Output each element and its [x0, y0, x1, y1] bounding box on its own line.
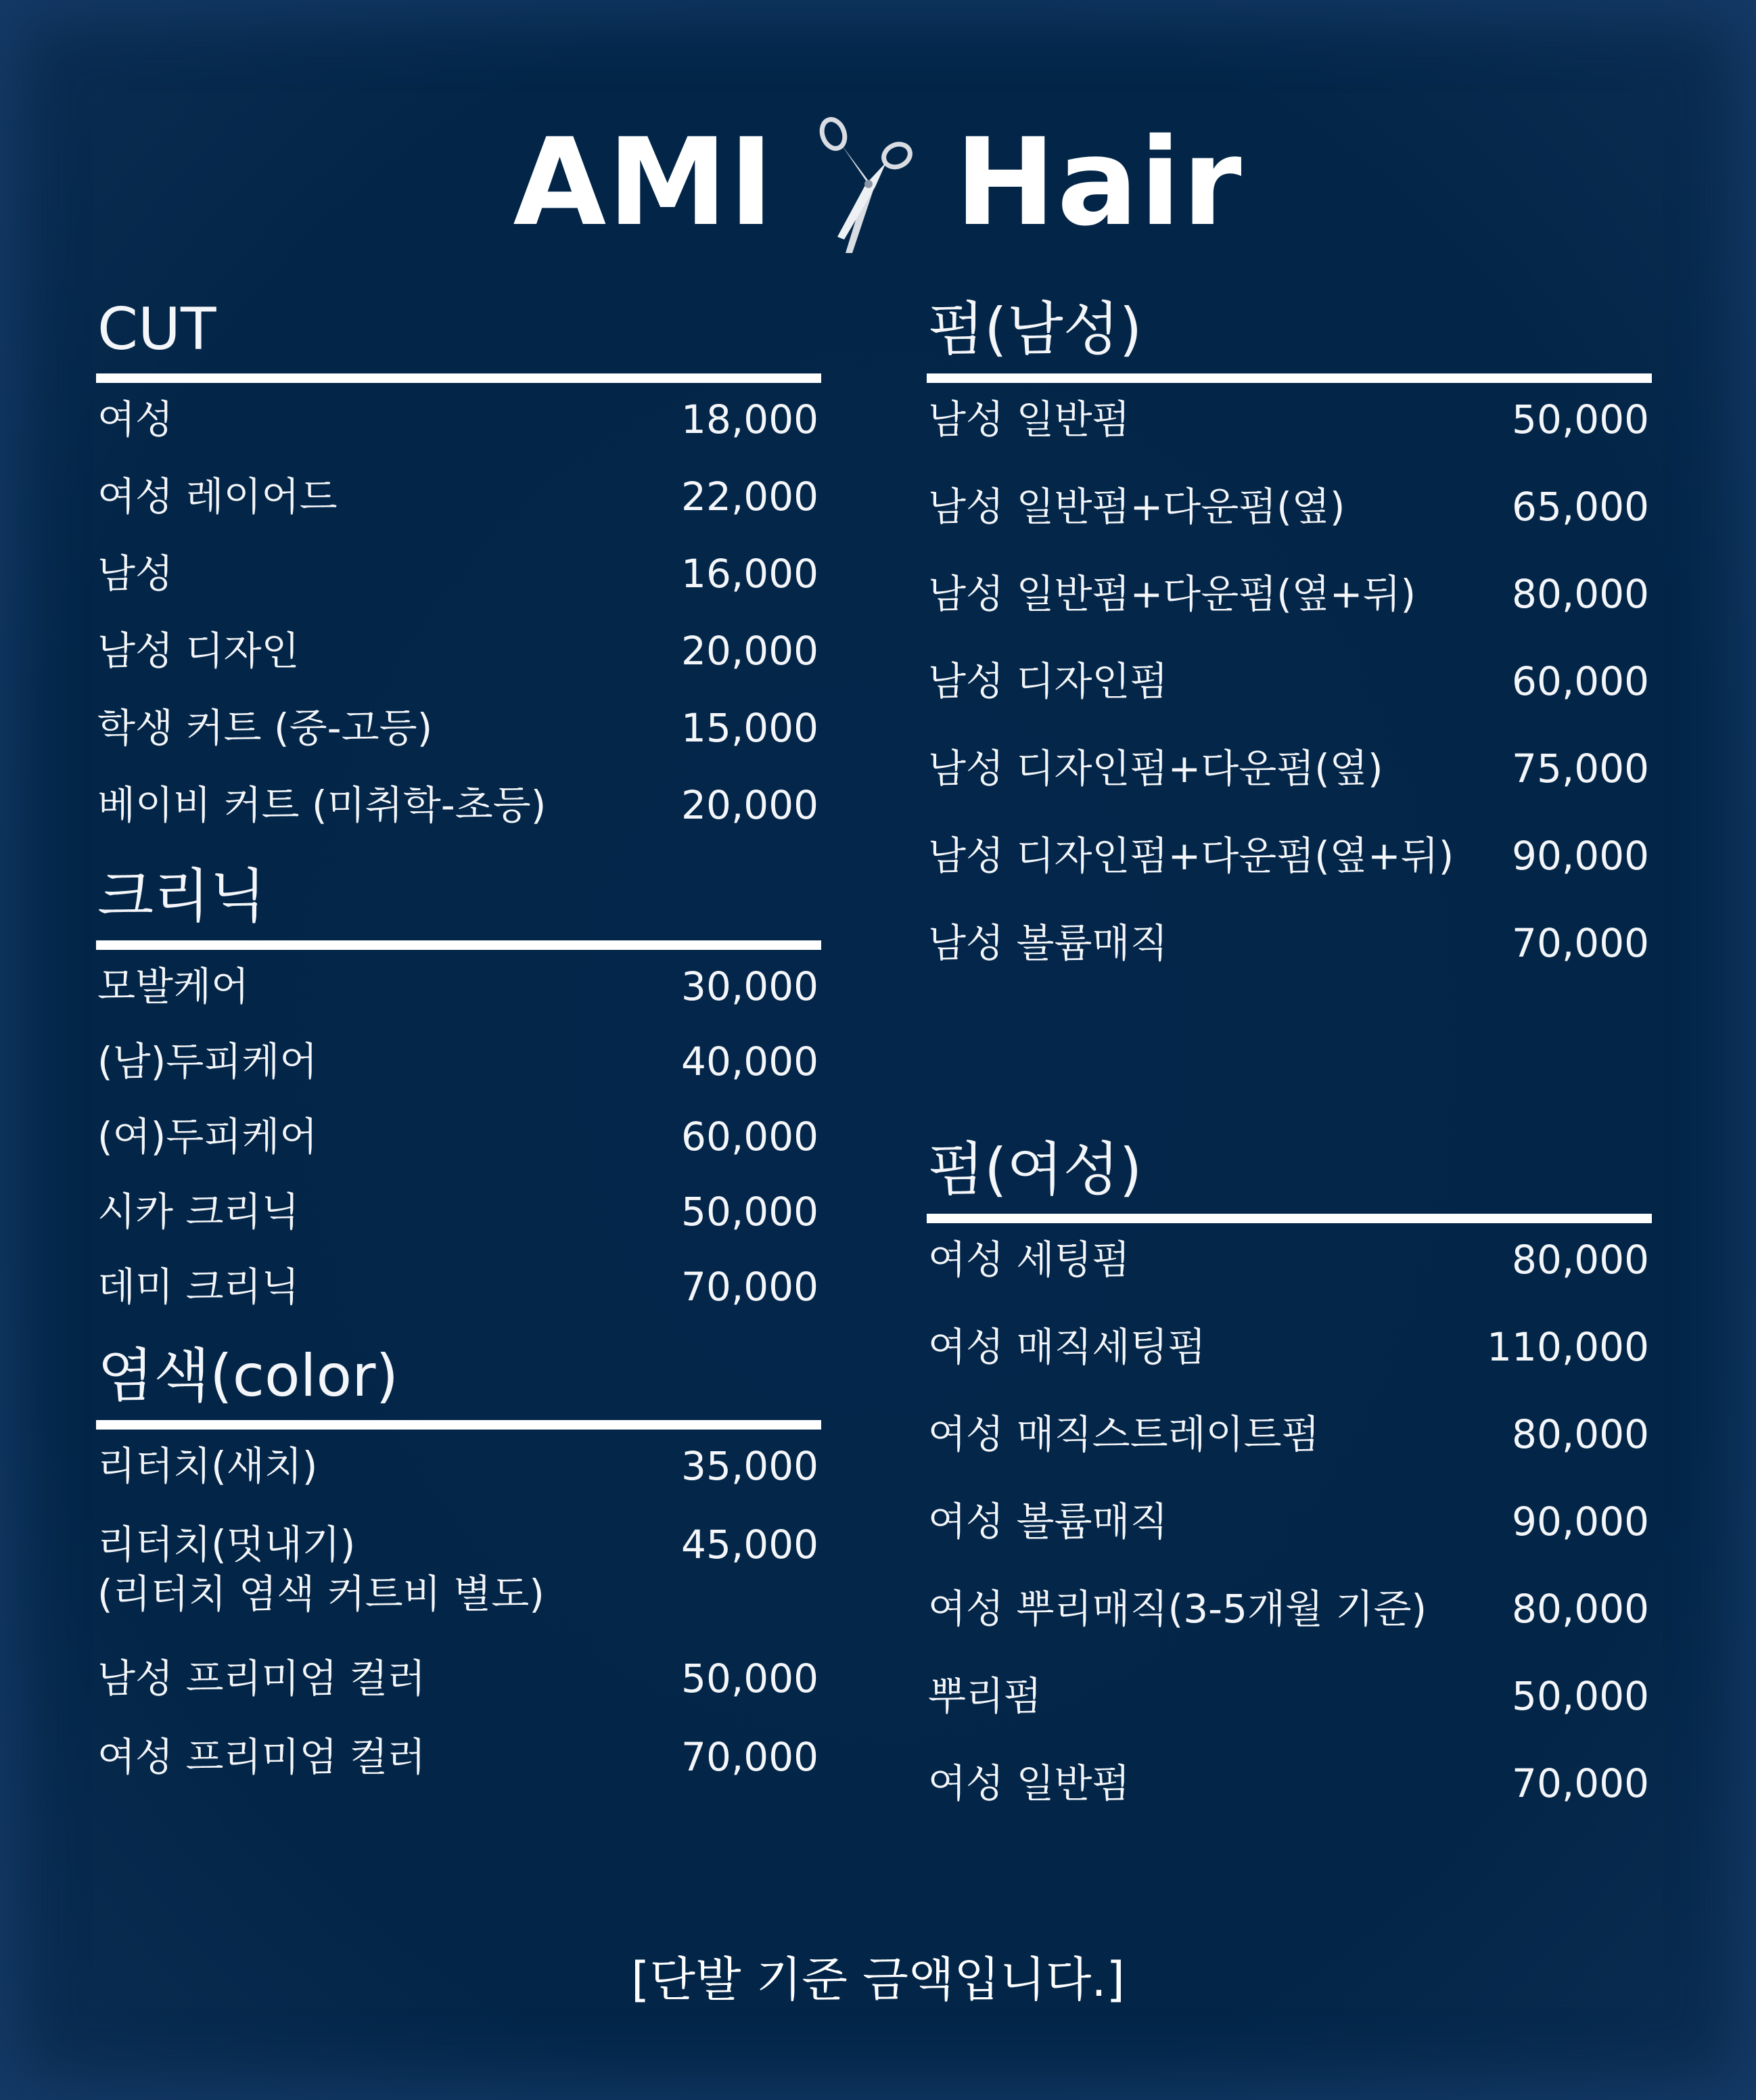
item-name: (남)두피케어: [97, 1038, 318, 1085]
divider: [96, 373, 821, 383]
item-name: 남성 디자인펌: [928, 658, 1168, 704]
section-cut: [96, 291, 821, 858]
item-name: 여성 매직세팅펌: [928, 1324, 1206, 1370]
item-name: 리터치(새치): [97, 1443, 318, 1489]
item-name: 여성 볼륨매직: [928, 1499, 1168, 1545]
section-title-color: 염색(color): [97, 1342, 399, 1410]
menu-item: [927, 1323, 1652, 1410]
divider: [927, 373, 1652, 383]
menu-item: [927, 395, 1652, 482]
item-price: 15,000: [681, 705, 818, 751]
item-price: 60,000: [681, 1114, 818, 1160]
item-name: (여)두피케어: [97, 1114, 318, 1160]
menu-item: [96, 549, 821, 626]
item-price: 70,000: [681, 1734, 818, 1780]
menu-item: [96, 1037, 821, 1112]
menu-item: [96, 395, 821, 472]
item-name: 모발케어: [97, 963, 250, 1009]
section-title-perm-male: 펌(남성): [928, 296, 1142, 363]
item-name: 남성 디자인펌+다운펌(옆+뒤): [928, 833, 1454, 879]
menu-item: [927, 1235, 1652, 1323]
item-price: 80,000: [1512, 1237, 1649, 1283]
menu-item: [927, 1759, 1652, 1846]
item-price: 20,000: [681, 628, 818, 674]
item-name: 여성 세팅펌: [928, 1237, 1130, 1283]
item-price: 45,000: [681, 1522, 818, 1568]
menu-item: [927, 744, 1652, 831]
section-clinic: [96, 858, 821, 1338]
item-name: 남성 일반펌: [928, 396, 1130, 442]
item-name: 여성 일반펌: [928, 1760, 1130, 1806]
menu-item: [96, 1112, 821, 1187]
menu-item: [927, 831, 1652, 919]
item-price: 70,000: [1512, 1760, 1649, 1806]
section-title-cut: CUT: [97, 296, 216, 363]
menu-item: [927, 482, 1652, 570]
item-price: 75,000: [1512, 746, 1649, 792]
menu-item: [927, 919, 1652, 1006]
menu-item: [96, 1262, 821, 1338]
item-name: 뿌리펌: [928, 1673, 1042, 1719]
item-name: 남성 볼륨매직: [928, 920, 1168, 966]
item-price: 60,000: [1512, 658, 1649, 704]
item-name: 여성: [97, 396, 174, 442]
item-price: 35,000: [681, 1443, 818, 1489]
item-name: 여성 뿌리매직(3-5개월 기준): [928, 1586, 1427, 1632]
menu-item: [96, 1520, 821, 1654]
item-name: 남성 디자인: [97, 628, 300, 674]
menu-item: [96, 704, 821, 781]
item-price: 22,000: [681, 474, 818, 520]
menu-item: [96, 1442, 821, 1520]
item-name: 남성 일반펌+다운펌(옆+뒤): [928, 571, 1416, 617]
item-name: 남성 디자인펌+다운펌(옆): [928, 746, 1383, 792]
item-price: 80,000: [1512, 1411, 1649, 1457]
menu-item: [96, 962, 821, 1037]
menu-item: [927, 570, 1652, 657]
divider: [96, 1420, 821, 1430]
menu-item: [96, 1733, 821, 1811]
menu-item: [96, 626, 821, 704]
item-price: 90,000: [1512, 833, 1649, 879]
item-name: 학생 커트 (중-고등): [97, 705, 433, 751]
menu-item: [927, 1672, 1652, 1759]
item-price: 18,000: [681, 396, 818, 442]
item-price: 50,000: [1512, 1673, 1649, 1719]
item-name: 리터치(멋내기): [97, 1522, 356, 1568]
logo-word-right: Hair: [954, 112, 1243, 252]
menu-item: [96, 1654, 821, 1733]
item-name: 베이비 커트 (미취학-초등): [97, 782, 547, 828]
logo-word-left: AMI: [513, 112, 775, 252]
item-price: 70,000: [1512, 920, 1649, 966]
item-name: 남성: [97, 551, 174, 597]
item-price: 90,000: [1512, 1499, 1649, 1545]
item-name: 여성 레이어드: [97, 474, 338, 520]
section-perm-female: [927, 1131, 1652, 1846]
item-price: 16,000: [681, 551, 818, 597]
item-price: 50,000: [681, 1189, 818, 1235]
section-title-clinic: 크리닉: [97, 863, 267, 930]
item-name: 시카 크리닉: [97, 1189, 300, 1235]
section-color: [96, 1338, 821, 1811]
menu-item: [96, 472, 821, 549]
item-name: 남성 프리미엄 컬러: [97, 1656, 426, 1702]
item-name: 여성 매직스트레이트펌: [928, 1411, 1320, 1457]
footer-note: [단발 기준 금액입니다.]: [631, 1952, 1125, 2007]
divider: [927, 1214, 1652, 1223]
right-column: [927, 291, 1652, 1846]
section-title-perm-female: 펌(여성): [928, 1136, 1142, 1204]
item-price: 30,000: [681, 963, 818, 1009]
item-price: 20,000: [681, 782, 818, 828]
logo: [0, 101, 1756, 264]
item-price: 70,000: [681, 1264, 818, 1310]
menu-item: [927, 1410, 1652, 1497]
scissors-icon: [809, 108, 931, 257]
left-column: [96, 291, 821, 1811]
menu-item: [927, 1497, 1652, 1584]
item-name-group: [97, 1520, 545, 1618]
item-price: 80,000: [1512, 1586, 1649, 1632]
item-price: 80,000: [1512, 571, 1649, 617]
item-note: (리터치 염색 커트비 별도): [97, 1570, 545, 1617]
item-name: 여성 프리미엄 컬러: [97, 1734, 426, 1780]
item-price: 65,000: [1512, 484, 1649, 530]
item-price: 40,000: [681, 1038, 818, 1085]
spacer: [927, 1006, 1652, 1131]
menu-item: [927, 1584, 1652, 1672]
menu-item: [927, 657, 1652, 744]
item-name: 데미 크리닉: [97, 1264, 300, 1310]
item-price: 50,000: [1512, 396, 1649, 442]
item-price: 50,000: [681, 1656, 818, 1702]
item-price: 110,000: [1487, 1324, 1649, 1370]
divider: [96, 940, 821, 950]
menu-item: [96, 1187, 821, 1262]
menu-item: [96, 781, 821, 858]
section-perm-male: [927, 291, 1652, 1006]
item-name: 남성 일반펌+다운펌(옆): [928, 484, 1345, 530]
